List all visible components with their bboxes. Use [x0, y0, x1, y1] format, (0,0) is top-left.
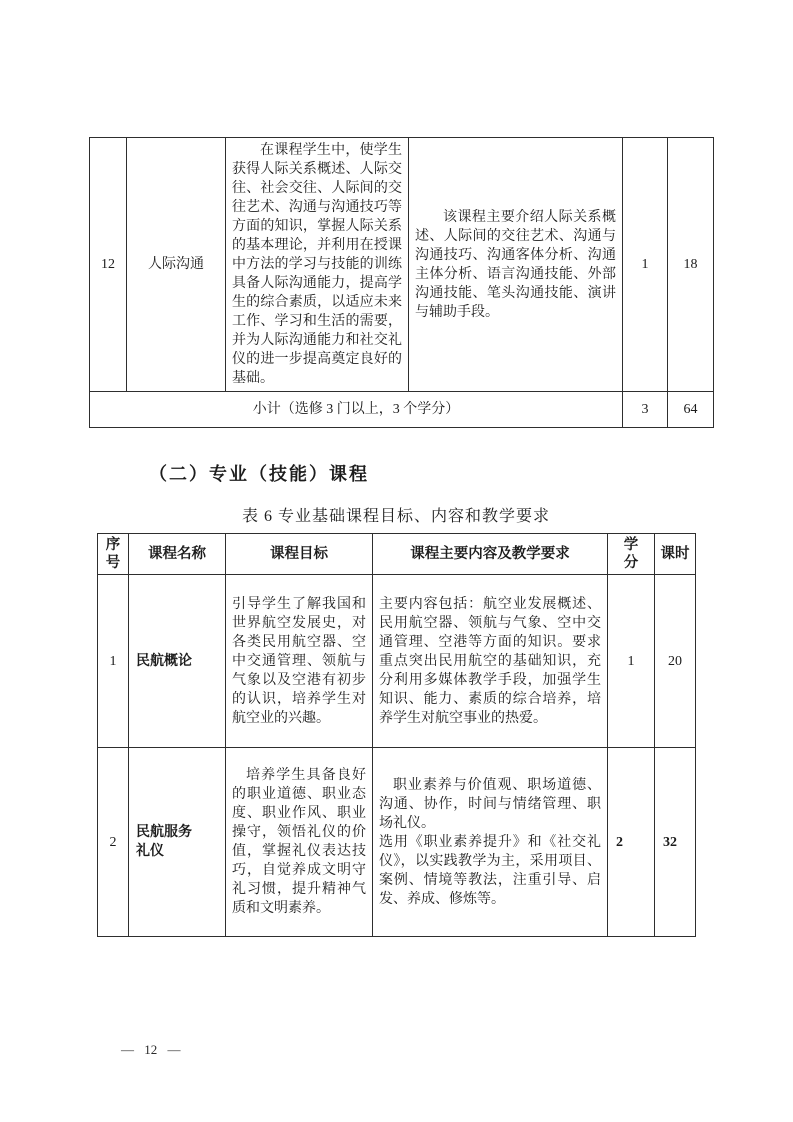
section-heading: （二）专业（技能）课程 [149, 464, 369, 484]
subtotal-hours-cell: 64 [668, 392, 714, 428]
course-content-cell [373, 748, 608, 937]
page-number: — 12 — [121, 1042, 181, 1057]
subtotal-label-cell: 小计（选修 3 门以上，3 个学分） [90, 392, 623, 428]
content-paragraph-1: 职业素养与价值观、职场道德、沟通、协作，时间与情绪管理、职场礼仪。 [379, 777, 601, 831]
hours-cell: 20 [655, 575, 696, 748]
seq-cell: 1 [98, 575, 129, 748]
course-name-text: 民航服务礼仪 [136, 825, 192, 859]
credits-cell: 2 [608, 748, 655, 937]
header-row [98, 534, 696, 575]
course-name-cell [129, 748, 226, 937]
elective-course-table [89, 137, 714, 428]
course-content-cell: 该课程主要介绍人际关系概述、人际间的交往艺术、沟通与沟通技巧、沟通客体分析、沟通主体分析、语言沟通技能、外部沟通技能、笔头沟通技能、演讲与辅助手段。 [409, 138, 623, 392]
header-credits [608, 534, 655, 575]
header-hours: 课时 [655, 534, 696, 575]
header-seq: 序号 [98, 534, 129, 575]
content-paragraph-2: 选用《职业素养提升》和《社交礼仪》，以实践教学为主，采用项目、案例、情境等教法，注重引导、启发、养成、修炼等。 [379, 834, 601, 907]
header-course-name: 课程名称 [129, 534, 226, 575]
credits-cell: 1 [623, 138, 668, 392]
table-row [98, 748, 696, 937]
basic-course-table [97, 533, 696, 937]
subtotal-credits-cell: 3 [623, 392, 668, 428]
seq-cell: 2 [98, 748, 129, 937]
table-row [90, 138, 714, 392]
credits-cell: 1 [608, 575, 655, 748]
subtotal-row [90, 392, 714, 428]
course-name-cell: 人际沟通 [127, 138, 226, 392]
header-content: 课程主要内容及教学要求 [373, 534, 608, 575]
course-name-cell: 民航概论 [129, 575, 226, 748]
header-credits-label: 学分 [623, 537, 639, 571]
table-row [98, 575, 696, 748]
header-objective: 课程目标 [226, 534, 373, 575]
course-content-cell: 主要内容包括：航空业发展概述、民用航空器、领航与气象、空中交通管理、空港等方面的知识。要求重点突出民用航空的基础知识，充分利用多媒体教学手段，加强学生知识、能力、素质的综合培养，培养学生对航空事业的热爱。 [373, 575, 608, 748]
course-objective-cell: 在课程学生中，使学生获得人际关系概述、人际交往、社会交往、人际间的交往艺术、沟通与沟通技巧等方面的知识，掌握人际关系的基本理论，并利用在授课中方法的学习与技能的训练具备人际沟通能力，提高学生的综合素质，以适应未来工作、学习和生活的需要，并为人际沟通能力和社交礼仪的进一步提高奠定良好的基础。 [226, 138, 409, 392]
table-caption: 表 6 专业基础课程目标、内容和教学要求 [241, 508, 550, 525]
course-objective-cell: 培养学生具备良好的职业道德、职业态度、职业作风、职业操守，领悟礼仪的价值，掌握礼仪表达技巧，自觉养成文明守礼习惯，提升精神气质和文明素养。 [226, 748, 373, 937]
hours-cell: 18 [668, 138, 714, 392]
seq-cell: 12 [90, 138, 127, 392]
course-objective-cell: 引导学生了解我国和世界航空发展史，对各类民用航空器、空中交通管理、领航与气象以及空港有初步的认识，培养学生对航空业的兴趣。 [226, 575, 373, 748]
hours-cell: 32 [655, 748, 696, 937]
